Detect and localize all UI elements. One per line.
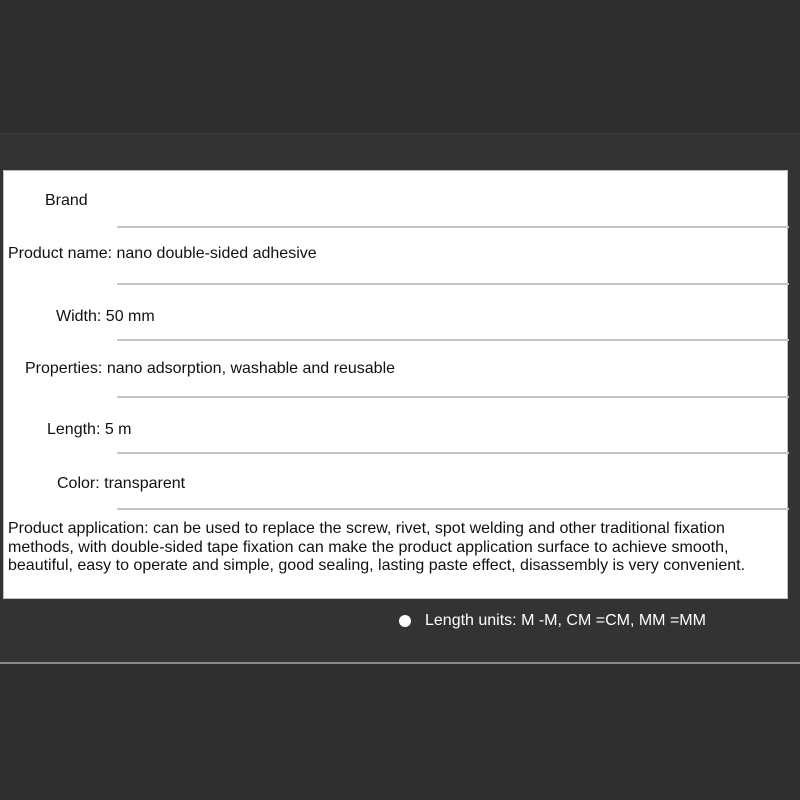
row-divider [117,283,789,285]
bullet-dot-icon [399,615,411,627]
length-units-legend [399,612,706,630]
spec-row-length: Length: 5 m [47,421,132,438]
spec-row-color: Color: transparent [57,475,186,492]
spec-row-application: Product application: can be used to replace the screw, rivet, spot welding and other traditional fixation methods, with double-sided tape fixation can make the product application surface to achieve smooth, beautiful, easy to operate and simple, good sealing, lasting paste effect, disassembly is very convenient. [8,520,746,574]
spec-row-product-name: Product name: nano double-sided adhesive [8,245,317,262]
row-divider [117,339,789,341]
top-dark-band [0,0,800,134]
row-divider [117,396,789,398]
spec-row-brand: Brand [45,192,88,209]
row-divider [117,452,789,454]
legend-text: Length units: M -M, CM =CM, MM =MM [425,612,706,629]
spec-panel [3,170,788,599]
spec-row-properties: Properties: nano adsorption, washable and reusable [25,360,396,377]
bottom-dark-band [0,664,800,800]
row-divider [117,508,789,510]
spec-row-width: Width: 50 mm [56,308,155,325]
row-divider [117,226,789,228]
